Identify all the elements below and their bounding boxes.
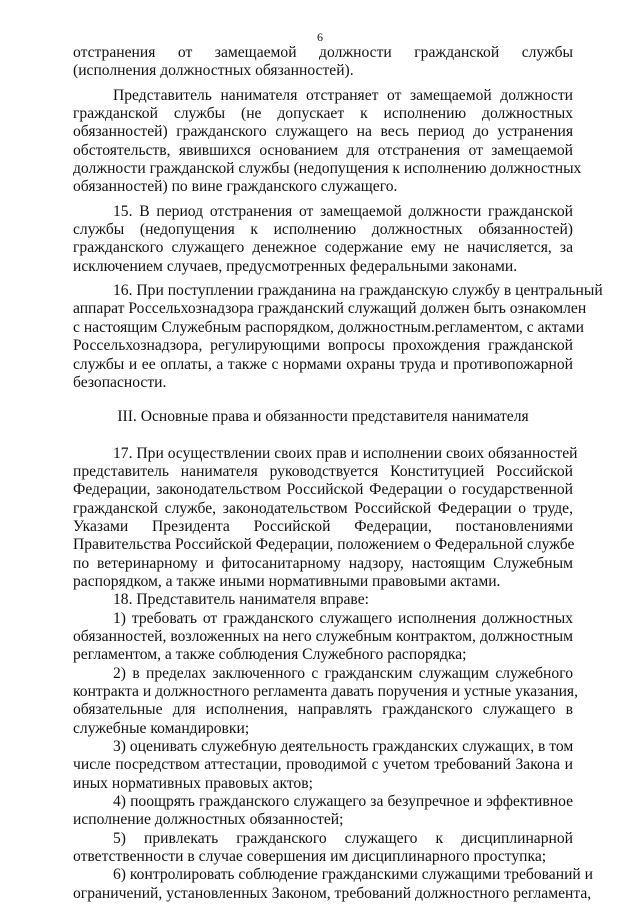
- text-line: распорядком, а также иными нормативными правовыми актами.: [73, 572, 501, 590]
- text-line: Указами Президента Российской Федерации, постановлениями: [73, 517, 573, 535]
- text-line: службы (недопущения к исполнению должностных обязанностей): [73, 221, 573, 239]
- text-line: 16. При поступлении гражданина на гражданскую службу в центральный: [113, 282, 603, 300]
- text-line: должности гражданской службы (недопущения к исполнению должностных: [73, 160, 582, 178]
- text-line: 4) поощрять гражданского служащего за безупречное и эффективное: [113, 793, 573, 811]
- text-line: службы и ее оплаты, а также с нормами охраны труда и противопожарной: [73, 355, 573, 373]
- text-line: Россельхознадзора, регулирующими вопросы прохождения гражданской: [73, 337, 573, 355]
- text-line: Правительства Российской Федерации, положением о Федеральной службе: [73, 536, 575, 554]
- page-number: 6: [317, 30, 323, 44]
- text-line: аппарат Россельхознадзора гражданский служащий должен быть ознакомлен: [73, 300, 587, 318]
- text-line: 17. При осуществлении своих прав и исполнении своих обязанностей: [113, 444, 578, 462]
- text-line: контракта и должностного регламента давать поручения и устные указания,: [73, 683, 578, 700]
- text-line: исключением случаев, предусмотренных федеральными законами.: [73, 257, 518, 275]
- text-line: Представитель нанимателя отстраняет от замещаемой должности: [113, 86, 573, 104]
- text-line: 6) контролировать соблюдение гражданскими служащими требований и: [113, 866, 594, 884]
- text-line: 15. В период отстранения от замещаемой должности гражданской: [113, 202, 573, 220]
- text-line: ограничений, установленных Законом, требований должностного регламента,: [73, 884, 592, 902]
- text-line: обязательные для исполнения, направлять гражданского служащего в: [73, 701, 573, 719]
- text-line: 5) привлекать гражданского служащего к дисциплинарной: [113, 829, 573, 847]
- text-line: служебные командировки;: [73, 719, 250, 737]
- text-line: обстоятельств, явившихся основанием для отстранения от замещаемой: [73, 141, 573, 159]
- text-line: иных нормативных правовых актов;: [73, 774, 313, 792]
- text-line: регламентом, а также соблюдения Служебного распорядка;: [73, 646, 467, 664]
- text-line: по ветеринарному и фитосанитарному надзору, настоящим Служебным: [73, 554, 573, 572]
- text-line: безопасности.: [73, 373, 167, 391]
- text-line: гражданской службы (не допускает к исполнению должностных: [73, 105, 573, 123]
- text-line: представитель нанимателя руководствуется Конституцией Российской: [73, 462, 573, 480]
- text-line: обязанностей) гражданского служащего на весь период до устранения: [73, 123, 573, 141]
- text-line: 18. Представитель нанимателя вправе:: [113, 591, 369, 609]
- text-line: обязанностей) по вине гражданского служащего.: [73, 178, 398, 196]
- text-line: 1) требовать от гражданского служащего исполнения должностных: [113, 609, 573, 627]
- text-line: обязанностей, возложенных на него служебным контрактом, должностным: [73, 627, 573, 645]
- text-line: (исполнения должностных обязанностей).: [73, 62, 354, 80]
- text-line: 2) в пределах заключенного с гражданским служащим служебного: [113, 664, 573, 682]
- document-body: [73, 44, 603, 903]
- text-line: ответственности в случае совершения им дисциплинарного проступка;: [73, 848, 547, 866]
- text-line: гражданского служащего денежное содержание ему не начисляется, за: [73, 239, 573, 257]
- text-line: с настоящим Служебным распорядком, должностным.регламентом, с актами: [73, 318, 584, 336]
- text-line: числе посредством аттестации, проводимой с учетом требований Закона и: [73, 756, 573, 774]
- text-line: 3) оценивать служебную деятельность гражданских служащих, в том: [113, 738, 574, 756]
- text-line: Федерации, законодательством Российской Федерации о государственной: [73, 481, 573, 499]
- text-line: исполнение должностных обязанностей;: [73, 811, 344, 829]
- text-line: гражданской службе, законодательством Российской Федерации о труде,: [73, 499, 573, 517]
- text-line: отстранения от замещаемой должности гражданской службы: [73, 44, 573, 61]
- section-heading: III. Основные права и обязанности представителя нанимателя: [117, 408, 529, 426]
